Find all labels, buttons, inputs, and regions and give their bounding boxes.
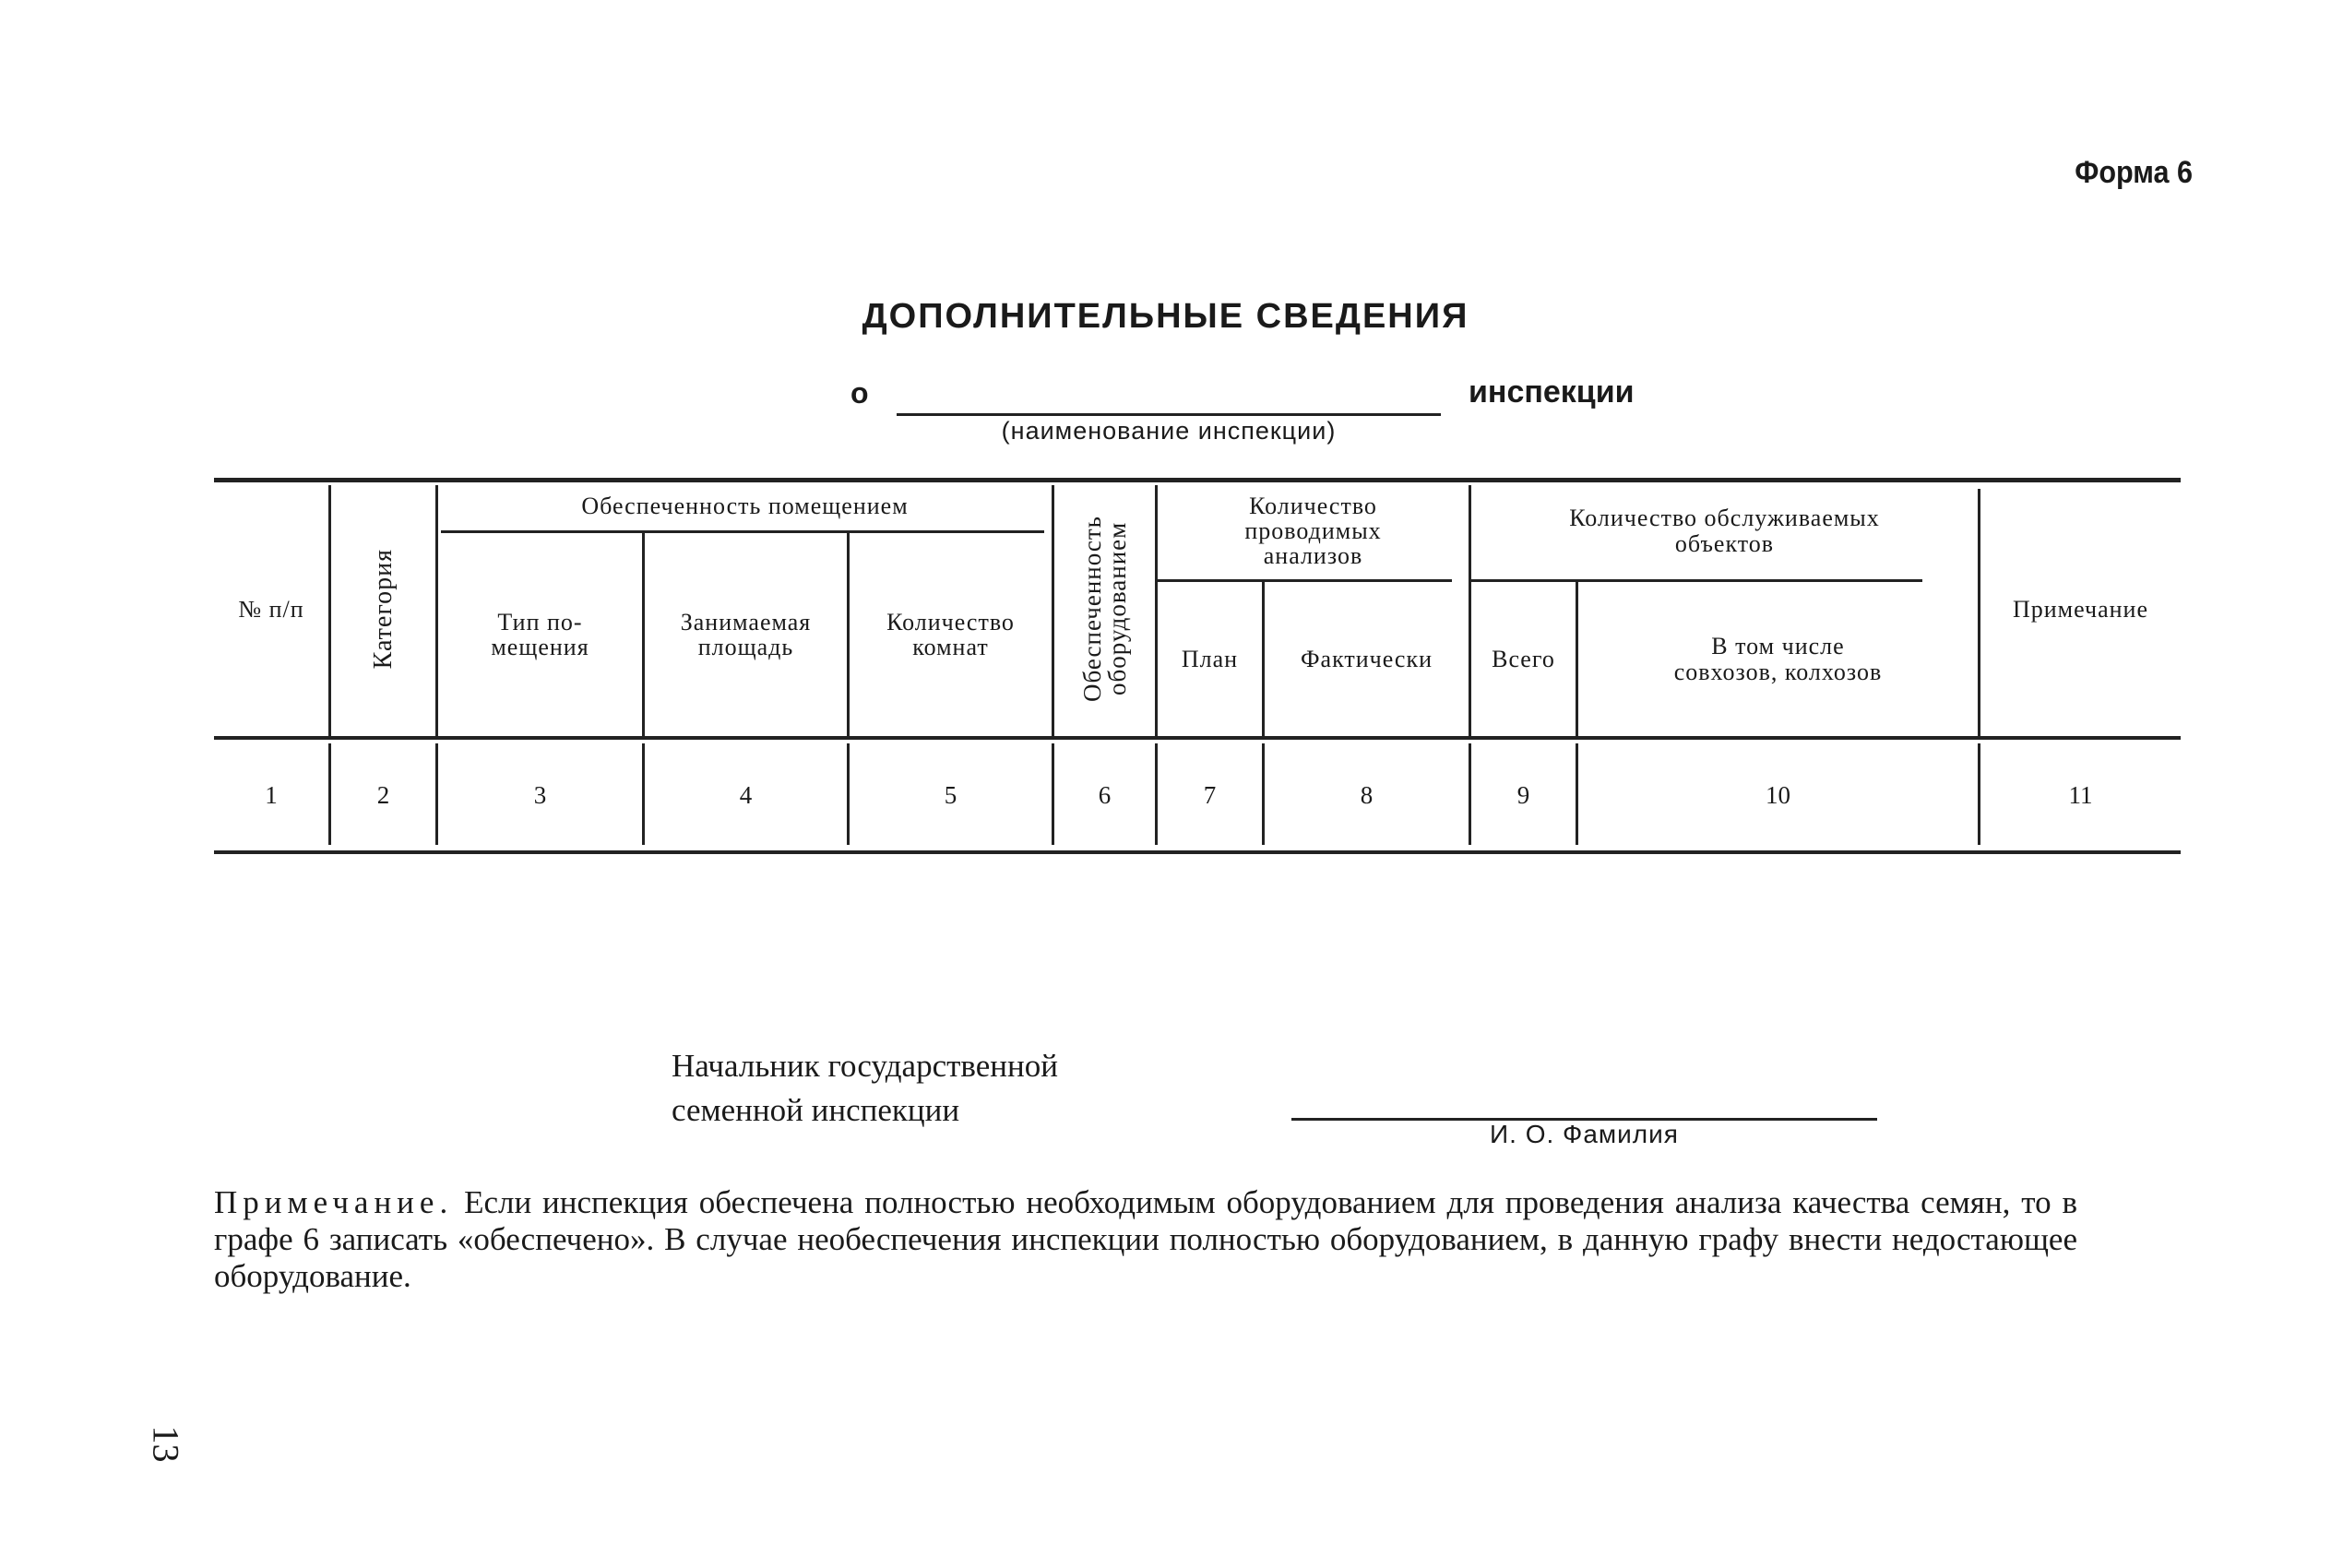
form-number: Форма 6 [2075, 155, 2193, 190]
header-category-text: Категория [368, 549, 398, 670]
inspection-name-blank [897, 413, 1441, 416]
column-number: 2 [376, 780, 390, 809]
signatory-role-line1: Начальник государственной [672, 1048, 1058, 1084]
column-number: 11 [2068, 780, 2093, 809]
column-number: 1 [265, 780, 278, 809]
header-premises-group: Обеспеченность помещением [581, 493, 909, 520]
header-objects-group: Количество обслуживаемых объектов [1569, 505, 1880, 557]
header-equipment [1054, 482, 1155, 736]
page-number: 13 [145, 1425, 187, 1463]
signature-caption: И. О. Фамилия [1490, 1120, 1679, 1148]
table-bottom-rule [214, 850, 2181, 854]
footnote-text: Если инспекция обеспечена полностью необходимым оборудованием для проведения анализа качества семян, то в графе 6 записать «обеспечено». В случае необеспечения инспекции полностью оборудованием, в данную графу внести недостающее оборудование. [214, 1184, 2077, 1294]
column-number: 4 [739, 780, 753, 809]
header-num: № п/п [238, 595, 304, 623]
column-number: 9 [1516, 780, 1530, 809]
footnote-label: Примечание. [214, 1184, 454, 1220]
footnote [214, 1184, 2077, 1295]
inspection-suffix: инспекции [1469, 374, 1635, 410]
column-number: 8 [1360, 780, 1374, 809]
header-equipment-text: Обеспеченность оборудованием [1077, 516, 1131, 703]
column-number: 3 [533, 780, 547, 809]
document-title: ДОПОЛНИТЕЛЬНЫЕ СВЕДЕНИЯ [862, 297, 1469, 336]
signatory-role-line2: семенной инспекции [672, 1092, 960, 1128]
header-plan: План [1181, 645, 1239, 672]
header-incl: В том числе совхозов, колхозов [1673, 633, 1883, 685]
inspection-prefix: о [850, 376, 869, 410]
column-number: 6 [1098, 780, 1112, 809]
header-total: Всего [1492, 645, 1555, 672]
header-rooms-count: Количество комнат [886, 608, 1015, 660]
column-number: 7 [1203, 780, 1217, 809]
column-number: 10 [1766, 780, 1790, 809]
header-analyses-group: Количество проводимых анализов [1244, 492, 1382, 570]
column-number: 5 [944, 780, 957, 809]
inspection-name-caption: (наименование инспекции) [1001, 417, 1337, 445]
signatory-role [672, 1044, 1058, 1133]
header-category [331, 482, 435, 736]
header-actual: Фактически [1301, 645, 1433, 672]
header-room-type: Тип по- мещения [491, 608, 589, 660]
header-note: Примечание [2012, 595, 2149, 623]
header-area: Занимаемая площадь [680, 608, 812, 660]
info-table [214, 478, 2181, 854]
